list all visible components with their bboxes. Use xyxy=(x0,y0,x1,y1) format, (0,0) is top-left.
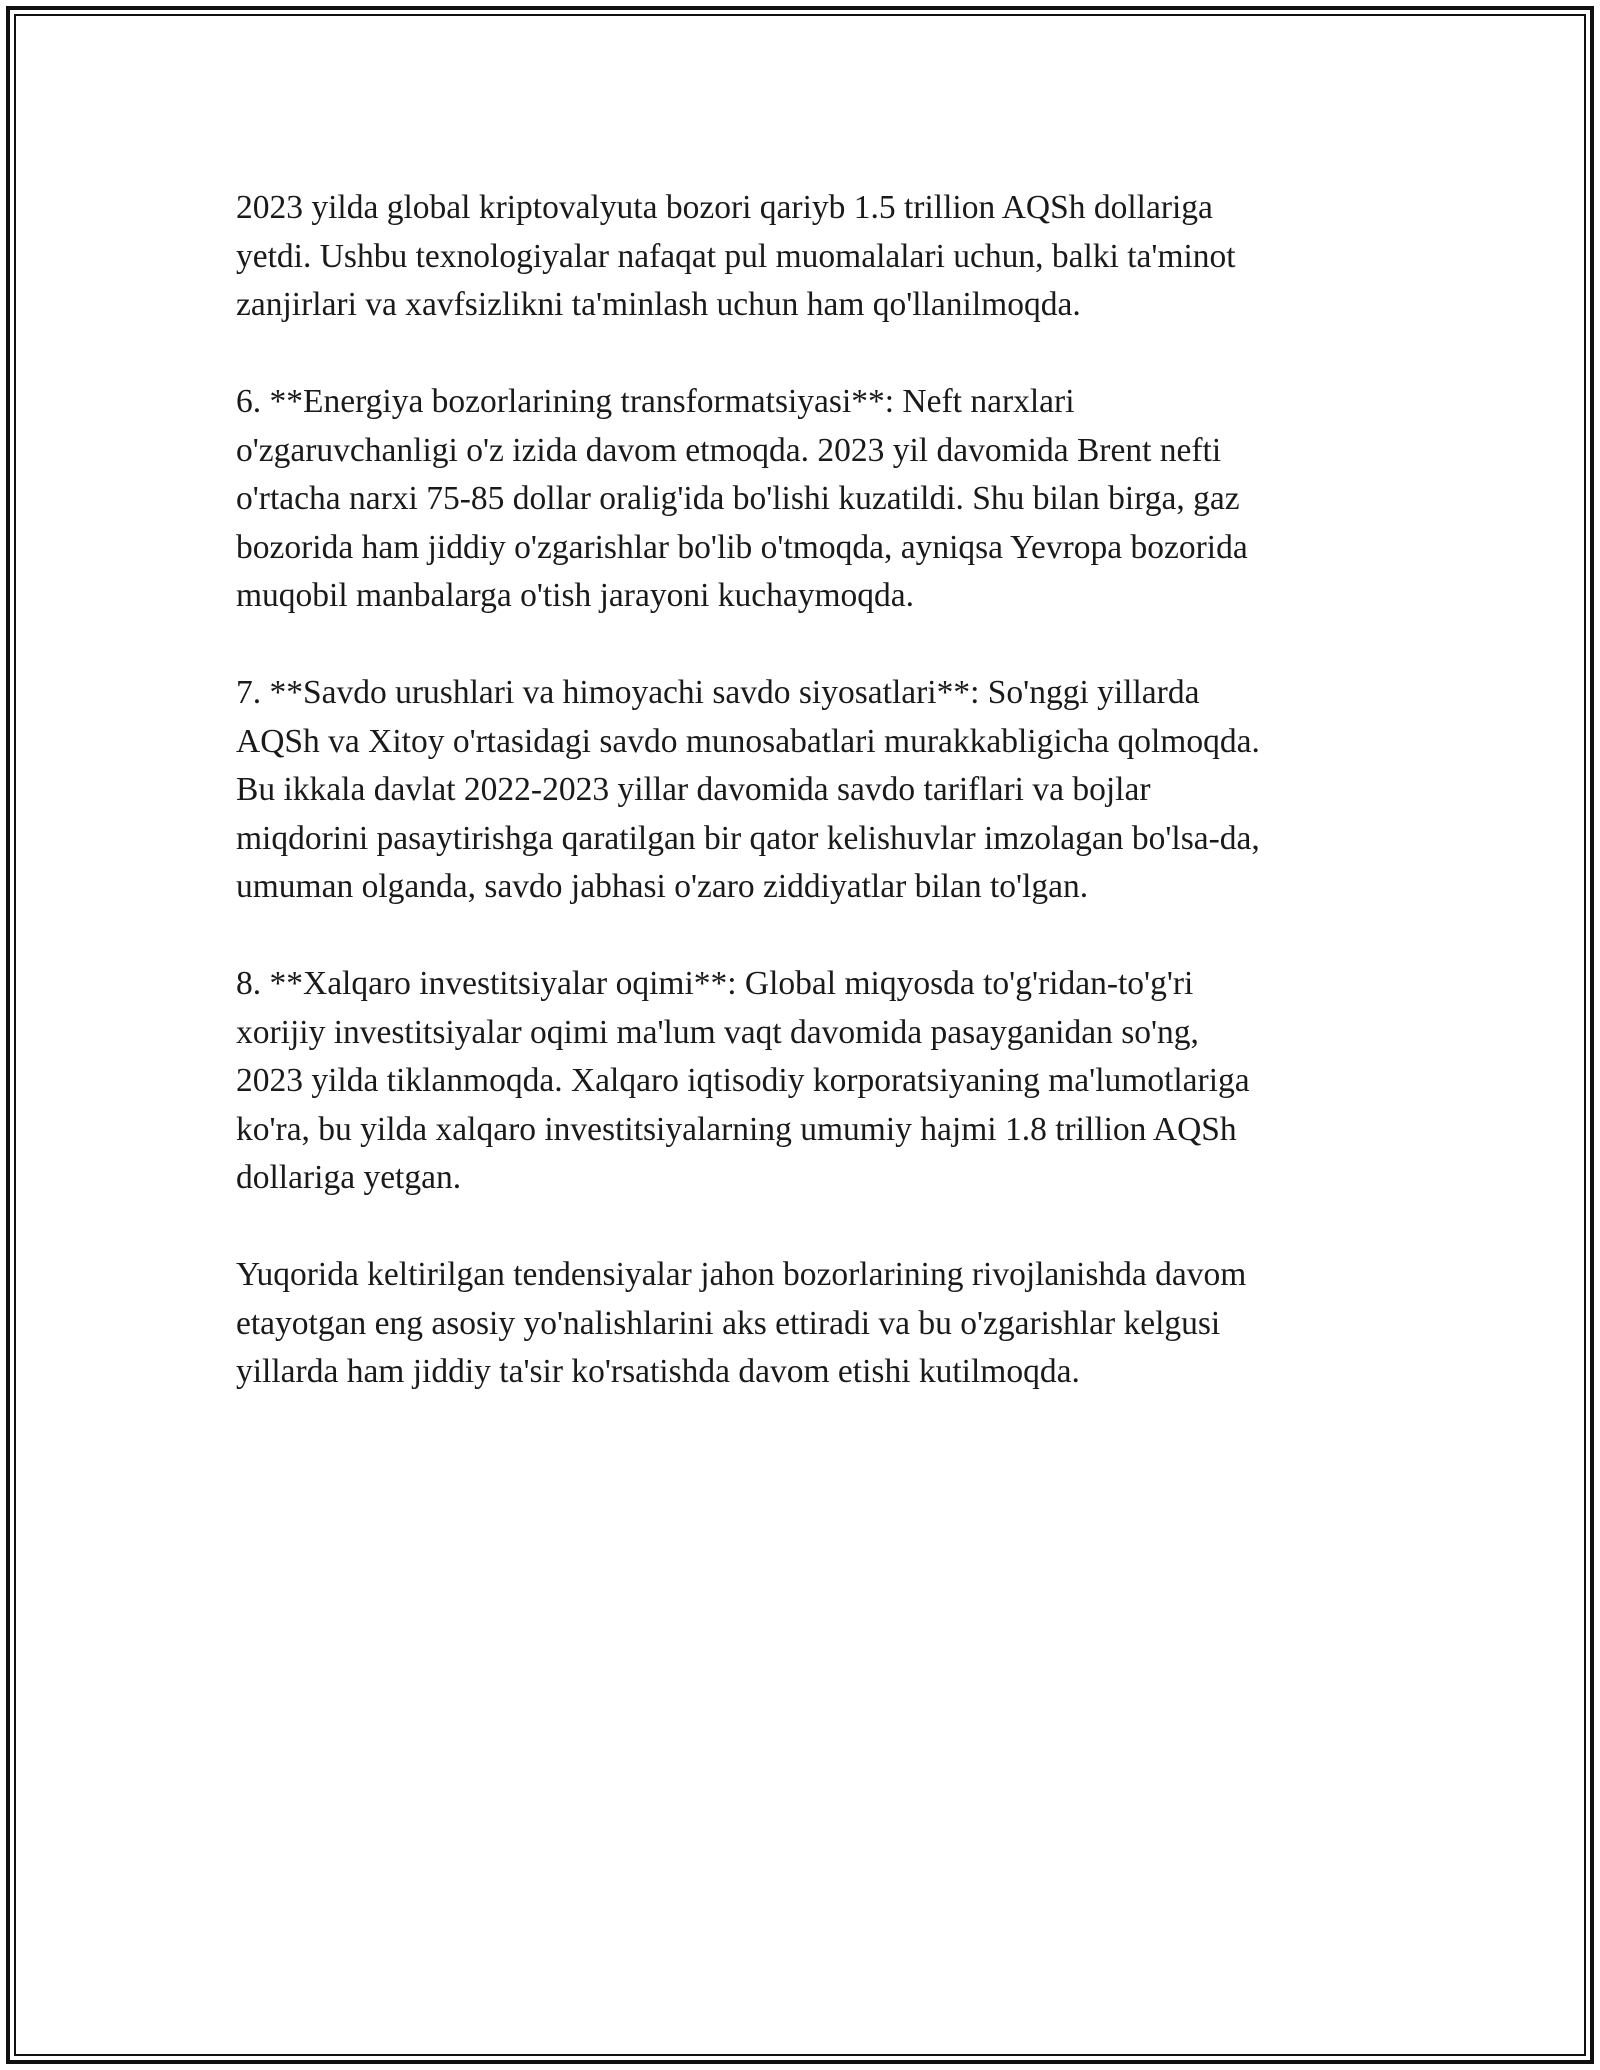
paragraph-crypto-market: 2023 yilda global kriptovalyuta bozori qariyb 1.5 trillion AQSh dollariga yetdi. Ushbu texnologiyalar nafaqat pul muomalalari uchun, balki ta'minot zanjirlari va xavfsizlikni ta'minlash uchun ham qo'llanilmoqda. xyxy=(236,189,1236,323)
paragraph-conclusion: Yuqorida keltirilgan tendensiyalar jahon bozorlarining rivojlanishda davom etayotgan eng asosiy yo'nalishlarini aks ettiradi va bu o'zgarishlar kelgusi yillarda ham jiddiy ta'sir ko'rsatishda davom etishi kutilmoqda. xyxy=(236,1256,1247,1390)
paragraph-energy-markets: 6. **Energiya bozorlarining transformatsiyasi**: Neft narxlari o'zgaruvchanligi o'z izida davom etmoqda. 2023 yil davomida Brent nefti o'rtacha narxi 75-85 dollar oralig'ida bo'lishi kuzatildi. Shu bilan birga, gaz bozorida ham jiddiy o'zgarishlar bo'lib o'tmoqda, ayniqsa Yevropa bozorida muqobil manbalarga o'tish jarayoni kuchaymoqda. xyxy=(236,383,1248,614)
document-body xyxy=(236,184,1366,1445)
paragraph-trade-wars: 7. **Savdo urushlari va himoyachi savdo siyosatlari**: So'nggi yillarda AQSh va Xitoy o'rtasidagi savdo munosabatlari murakkabligicha qolmoqda. Bu ikkala davlat 2022-2023 yillar davomida savdo tariflari va bojlar miqdorini pasaytirishga qaratilgan bir qator kelishuvlar imzolagan bo'lsa-da, umuman olganda, savdo jabhasi o'zaro ziddiyatlar bilan to'lgan. xyxy=(236,674,1260,905)
paragraph-investment-flows: 8. **Xalqaro investitsiyalar oqimi**: Global miqyosda to'g'ridan-to'g'ri xorijiy investitsiyalar oqimi ma'lum vaqt davomida pasayganidan so'ng, 2023 yilda tiklanmoqda. Xalqaro iqtisodiy korporatsiyaning ma'lumotlariga ko'ra, bu yilda xalqaro investitsiyalarning umumiy hajmi 1.8 trillion AQSh dollariga yetgan. xyxy=(236,965,1250,1196)
